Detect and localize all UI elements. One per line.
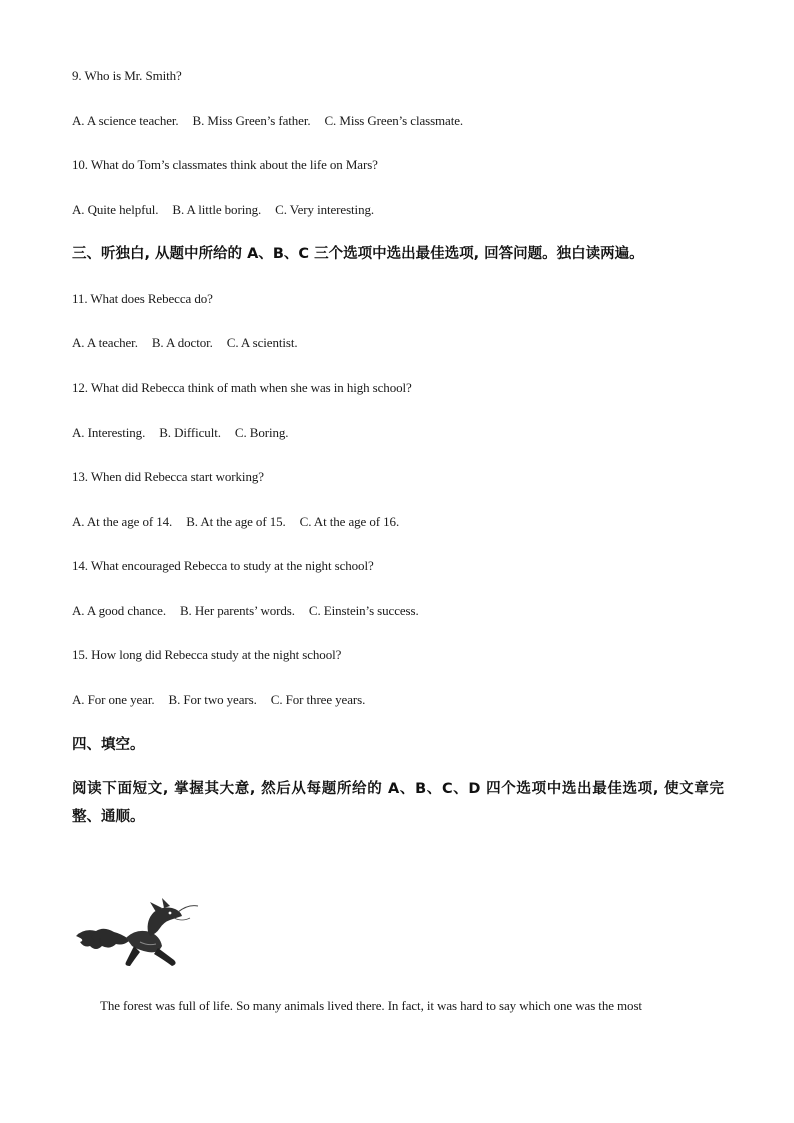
option-b: B. Difficult.: [159, 425, 221, 440]
question-14: 14. What encouraged Rebecca to study at the night school?: [72, 558, 374, 573]
question-11: 11. What does Rebecca do?: [72, 291, 213, 306]
question-14-options: [72, 603, 419, 619]
option-a: A. A good chance.: [72, 603, 166, 618]
passage-first-line: The forest was full of life. So many animals lived there. In fact, it was hard to say which one was the most: [100, 998, 642, 1013]
question-9: 9. Who is Mr. Smith?: [72, 68, 182, 83]
question-15-options: [72, 692, 365, 708]
option-b: B. A little boring.: [172, 202, 262, 217]
option-c: C. At the age of 16.: [299, 514, 400, 529]
question-10: 10. What do Tom’s classmates think about the life on Mars?: [72, 157, 378, 172]
option-a: A. Interesting.: [72, 425, 146, 440]
question-13-options: [72, 514, 399, 530]
option-a: A. For one year.: [72, 692, 155, 707]
option-c: C. Miss Green’s classmate.: [324, 113, 464, 128]
option-b: B. For two years.: [168, 692, 257, 707]
option-c: C. Boring.: [234, 425, 289, 440]
fox-illustration-icon: [74, 898, 200, 970]
section-four-heading: 四、填空。: [72, 737, 145, 753]
question-10-options: [72, 202, 374, 218]
question-12-options: [72, 425, 288, 441]
option-b: B. A doctor.: [151, 335, 213, 350]
section-three-heading: 三、听独白, 从题中所给的 A、B、C 三个选项中选出最佳选项, 回答问题。独白读两遍。: [72, 246, 644, 262]
option-c: C. For three years.: [270, 692, 366, 707]
option-c: C. A scientist.: [226, 335, 298, 350]
option-b: B. Miss Green’s father.: [192, 113, 311, 128]
option-c: C. Very interesting.: [275, 202, 375, 217]
question-11-options: [72, 335, 298, 351]
option-b: B. At the age of 15.: [186, 514, 286, 529]
section-four-instruction: 阅读下面短文, 掌握其大意, 然后从每题所给的 A、B、C、D 四个选项中选出最佳选项, 使文章完整、通顺。: [72, 781, 724, 825]
option-a: A. A science teacher.: [72, 113, 179, 128]
option-a: A. A teacher.: [72, 335, 138, 350]
question-15: 15. How long did Rebecca study at the night school?: [72, 647, 342, 662]
question-12: 12. What did Rebecca think of math when she was in high school?: [72, 380, 412, 395]
option-b: B. Her parents’ words.: [179, 603, 295, 618]
question-13: 13. When did Rebecca start working?: [72, 469, 264, 484]
option-c: C. Einstein’s success.: [308, 603, 419, 618]
question-9-options: [72, 113, 463, 129]
option-a: A. At the age of 14.: [72, 514, 173, 529]
option-a: A. Quite helpful.: [72, 202, 159, 217]
